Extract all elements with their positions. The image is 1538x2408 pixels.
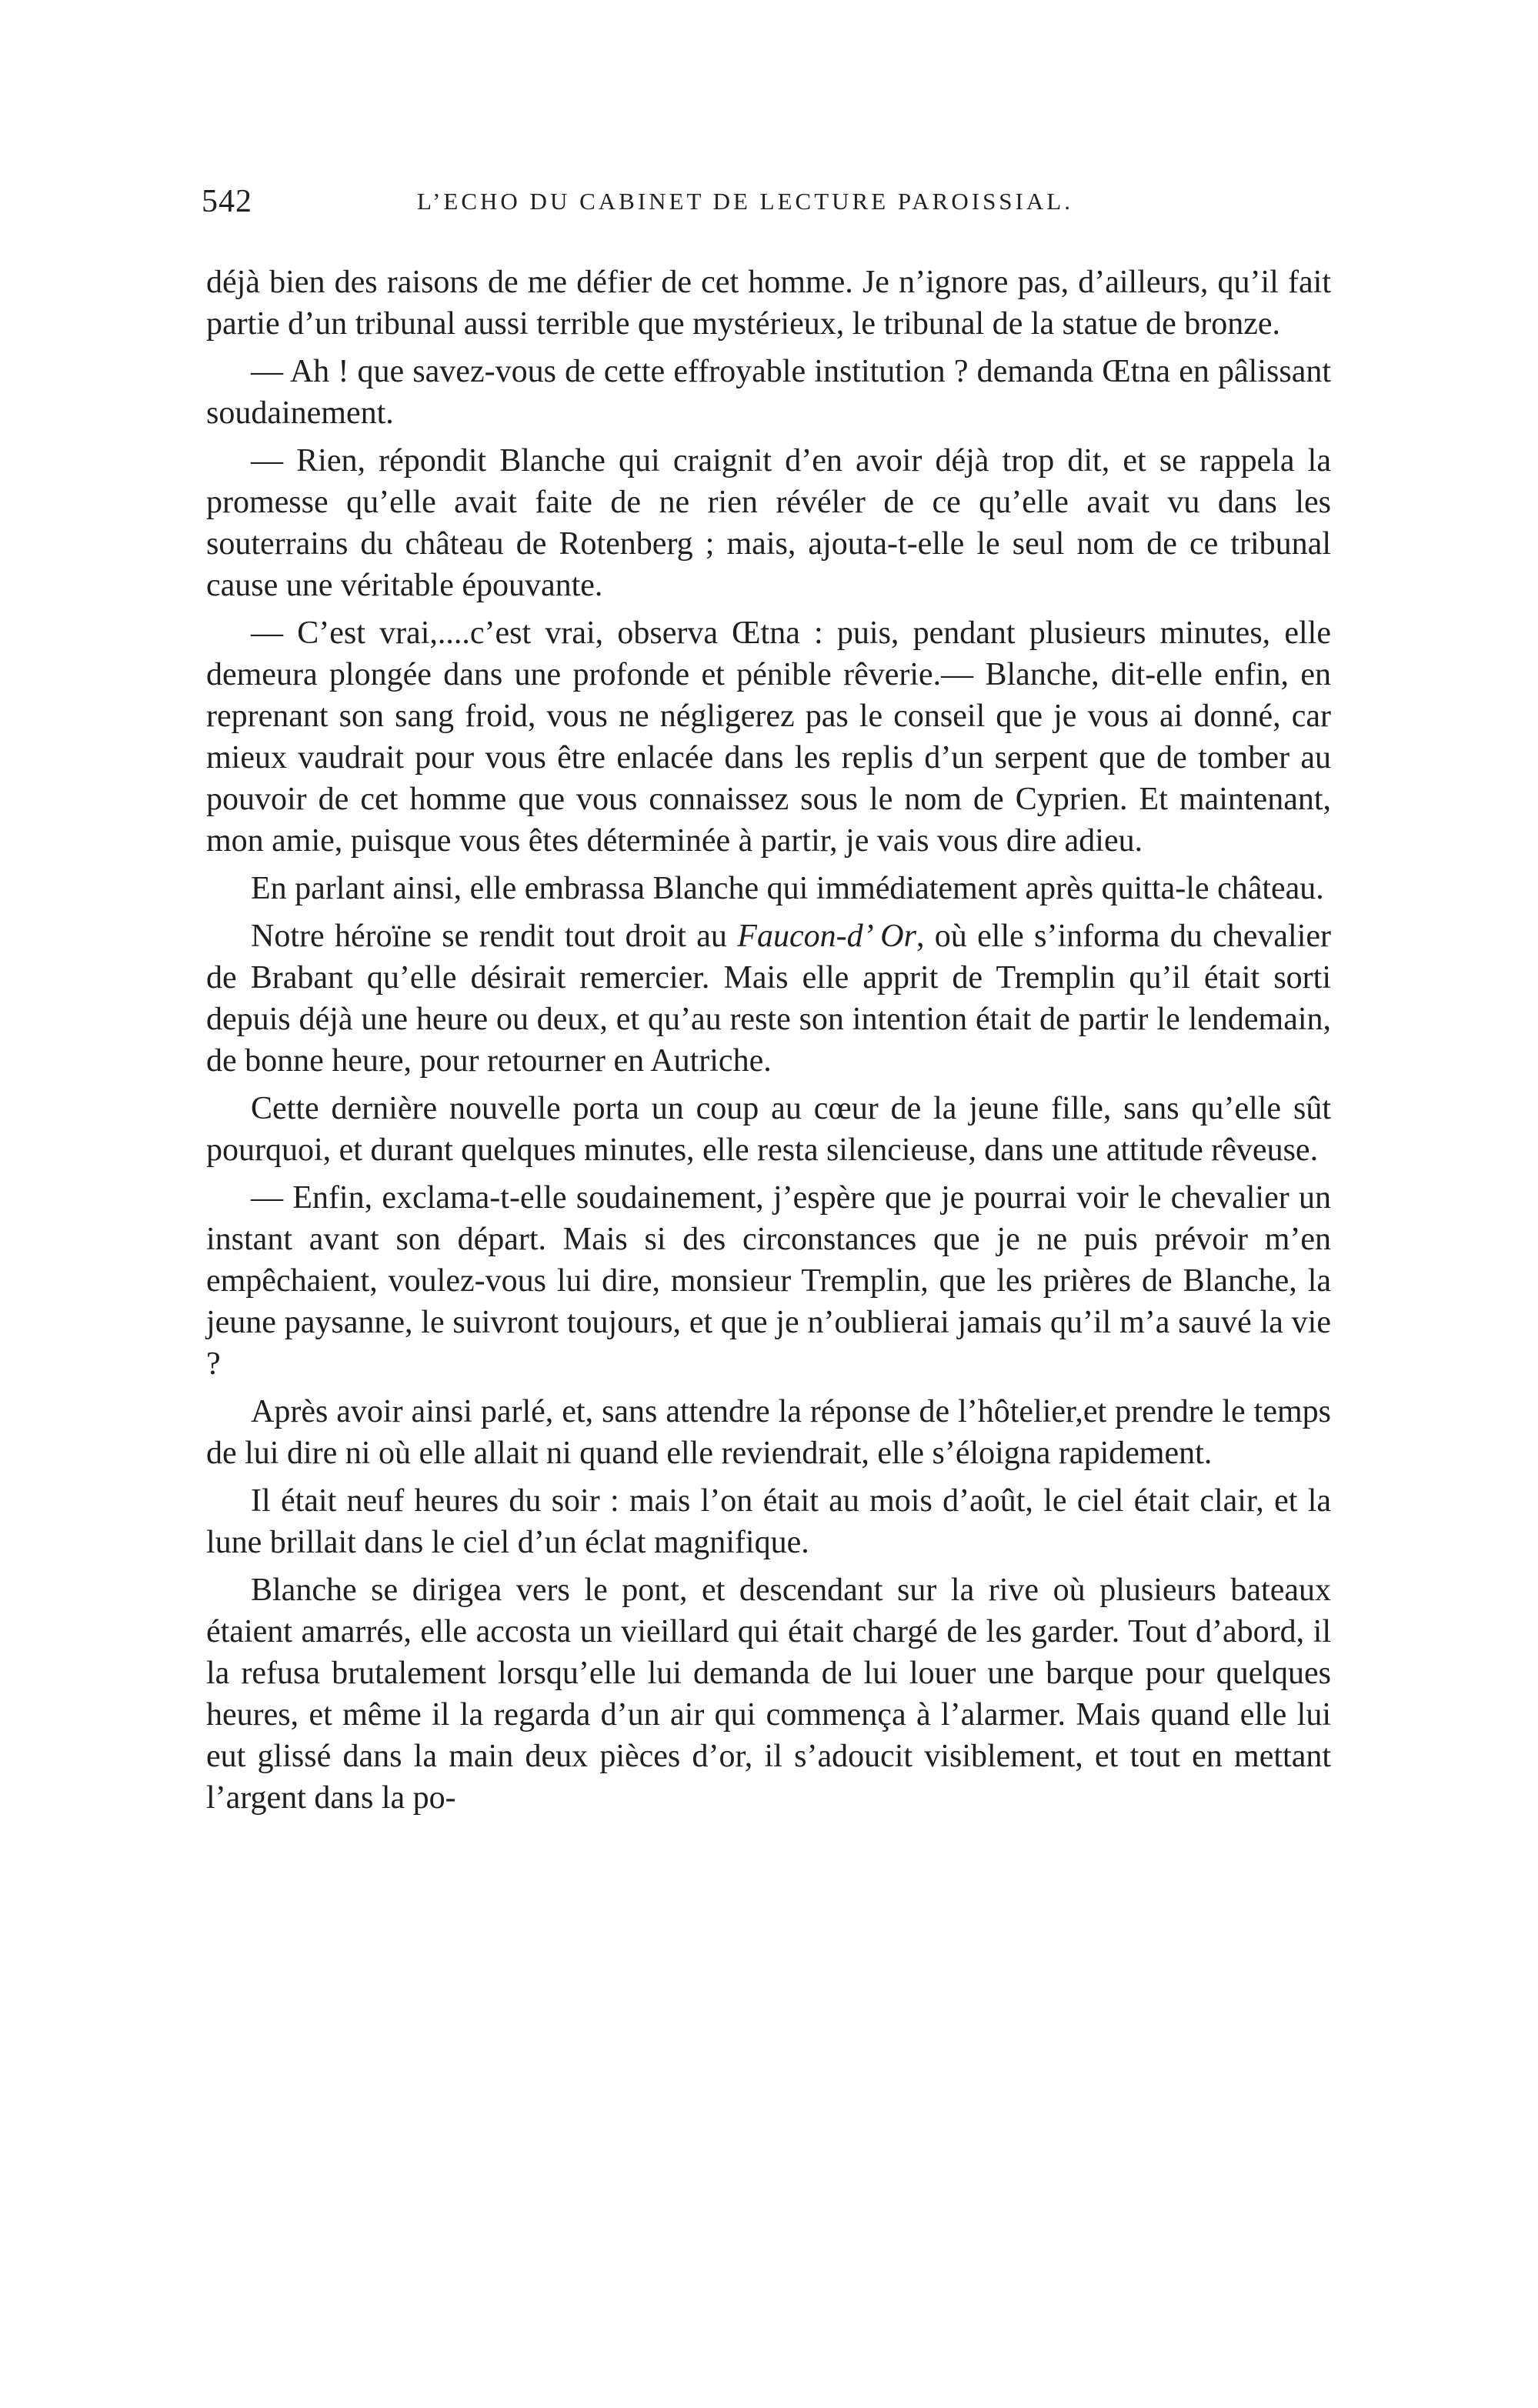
paragraph-2: — Ah ! que savez-vous de cette effroyable institution ? demanda Œtna en pâlissant soudainement. (206, 354, 1331, 431)
paragraph-7: Cette dernière nouvelle porta un coup au cœur de la jeune fille, sans qu’elle sût pourquoi, et durant quelques minutes, elle resta silencieuse, dans une attitude rêveuse. (206, 1091, 1331, 1168)
paragraph-10: Il était neuf heures du soir : mais l’on était au mois d’août, le ciel était clair, et la lune brillait dans le ciel d’un éclat magnifique. (206, 1483, 1331, 1560)
paragraph-5: En parlant ainsi, elle embrassa Blanche qui immédiatement après quitta-le château. (251, 871, 1324, 906)
paragraph-8: — Enfin, exclama-t-elle soudainement, j’espère que je pourrai voir le chevalier un instant avant son départ. Mais si des circonstances que je ne puis prévoir m’en empêchaient, voulez-vous lui dire, monsieur Tremplin, que les prières de Blanche, la jeune paysanne, le suivront toujours, et que je n’oublierai jamais qu’il m’a sauvé la vie ? (206, 1180, 1331, 1382)
paragraph-4: — C’est vrai,....c’est vrai, observa Œtna : puis, pendant plusieurs minutes, elle demeura plongée dans une profonde et pénible rêverie.— Blanche, dit-elle enfin, en reprenant son sang froid, vous ne négligerez pas le conseil que je vous ai donné, car mieux vaudrait pour vous être enlacée dans les replis d’un serpent que de tomber au pouvoir de cet homme que vous connaissez sous le nom de Cyprien. Et maintenant, mon amie, puisque vous êtes déterminée à partir, je vais vous dire adieu. (206, 615, 1331, 859)
paragraph-6-text-a: Notre héroïne se rendit tout droit au (251, 919, 738, 954)
paragraph-3: — Rien, répondit Blanche qui craignit d’en avoir déjà trop dit, et se rappela la promesse qu’elle avait faite de ne rien révéler de ce qu’elle avait vu dans les souterrains du château de Rotenberg ; mais, ajouta-t-elle le seul nom de ce tribunal cause une véritable épouvante. (206, 443, 1331, 603)
page-number: 542 (202, 184, 252, 219)
paragraph-6-text-b: , où elle s’informa du chevalier de Brabant qu’elle désirait remercier. Mais elle apprit de Tremplin qu’il était sorti depuis déjà une heure ou deux, et qu’au reste son intention était de partir le lendemain, de bonne heure, pour retourner en Autriche. (206, 919, 1332, 1079)
paragraph-11: Blanche se dirigea vers le pont, et descendant sur la rive où plusieurs bateaux étaient amarrés, elle accosta un vieillard qui était chargé de les garder. Tout d’abord, il la refusa brutalement lorsqu’elle lui demanda de lui louer une barque pour quelques heures, et même il la regarda d’un air qui commença à l’alarmer. Mais quand elle lui eut glissé dans la main deux pièces d’or, il s’adoucit visiblement, et tout en mettant l’argent dans la po- (206, 1573, 1331, 1816)
paragraph-6 (206, 916, 1331, 1082)
body-text (206, 262, 1331, 1825)
paragraph-9: Après avoir ainsi parlé, et, sans attendre la réponse de l’hôtelier,et prendre le temps de lui dire ni où elle allait ni quand elle reviendrait, elle s’éloigna rapidement. (206, 1394, 1331, 1471)
running-header (202, 183, 1333, 229)
running-title: L’ECHO DU CABINET DE LECTURE PAROISSIAL. (417, 188, 1073, 215)
paragraph-1: déjà bien des raisons de me défier de cet homme. Je n’ignore pas, d’ailleurs, qu’il fait partie d’un tribunal aussi terrible que mystérieux, le tribunal de la statue de bronze. (206, 265, 1331, 342)
inn-name: Faucon-d’ Or (737, 919, 916, 954)
